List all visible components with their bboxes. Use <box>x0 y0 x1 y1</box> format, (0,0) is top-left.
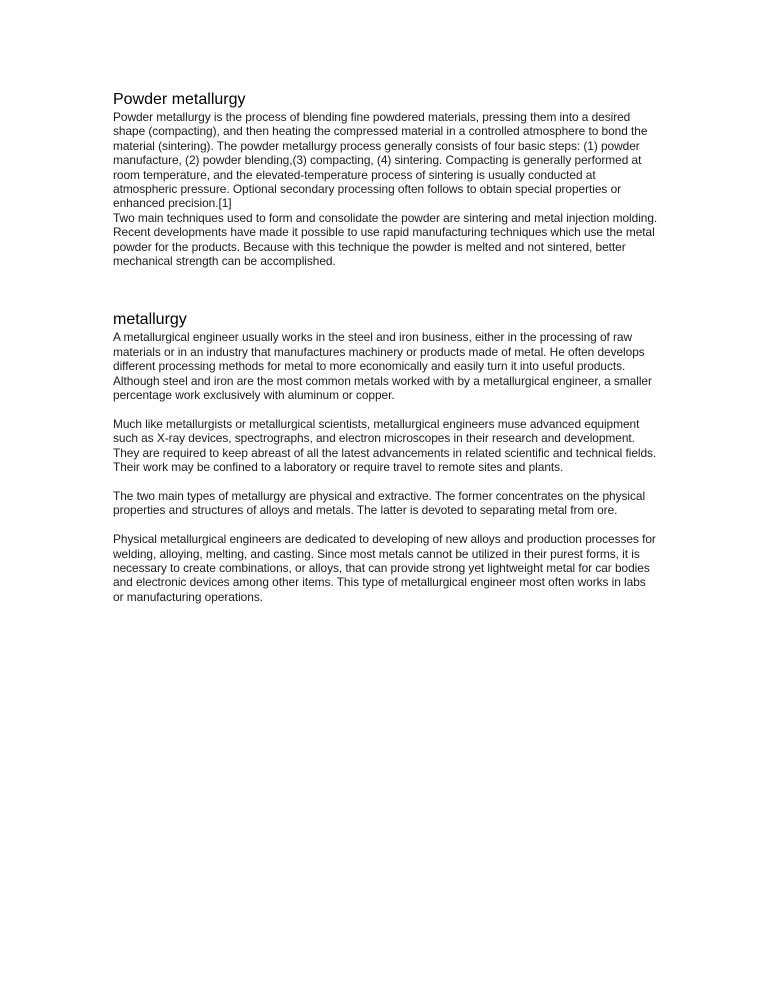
paragraph: A metallurgical engineer usually works in the steel and iron business, either in the processing of raw materials or in an industry that manufactures machinery or products made of metal. He often develops different processing methods for metal to more economically and easily turn it into useful products. Although steel and iron are the most common metals worked with by a metallurgical engineer, a smaller percentage work exclusively with aluminum or copper. <box>113 330 652 403</box>
section-metallurgy <box>113 310 658 604</box>
paragraph: Two main techniques used to form and consolidate the powder are sintering and metal injection molding. Recent developments have made it possible to use rapid manufacturing techniques which use the metal powder for the products. Because with this technique the powder is melted and not sintered, better mechanical strength can be accomplished. <box>113 210 658 269</box>
section-powder-metallurgy <box>113 90 658 268</box>
paragraph: Physical metallurgical engineers are dedicated to developing of new alloys and production processes for welding, alloying, melting, and casting. Since most metals cannot be utilized in their purest forms, it is necessary to create combinations, or alloys, that can provide strong yet lightweight metal for car bodies and electronic devices among other items. This type of metallurgical engineer most often works in labs or manufacturing operations. <box>113 532 656 604</box>
section-heading: metallurgy <box>113 311 187 329</box>
paragraph: Powder metallurgy is the process of blending fine powdered materials, pressing them into a desired shape (compacting), and then heating the compressed material in a controlled atmosphere to bond the material (sintering). The powder metallurgy process generally consists of four basic steps: (1) powder manufacture, (2) powder blending,(3) compacting, (4) sintering. Compacting is generally performed at room temperature, and the elevated-temperature process of sintering is usually conducted at atmospheric pressure. Optional secondary processing often follows to obtain special properties or enhanced precision.[1] <box>113 110 648 211</box>
paragraph: The two main types of metallurgy are physical and extractive. The former concentrates on the physical properties and structures of alloys and metals. The latter is devoted to separating metal from ore. <box>113 488 646 518</box>
document-page <box>113 90 658 604</box>
paragraph: Much like metallurgists or metallurgical scientists, metallurgical engineers muse advanced equipment such as X-ray devices, spectrographs, and electron microscopes in their research and development. They are required to keep abreast of all the latest advancements in related scientific and technical fields. Their work may be confined to a laboratory or require travel to remote sites and plants. <box>113 416 657 475</box>
section-heading: Powder metallurgy <box>113 91 246 108</box>
